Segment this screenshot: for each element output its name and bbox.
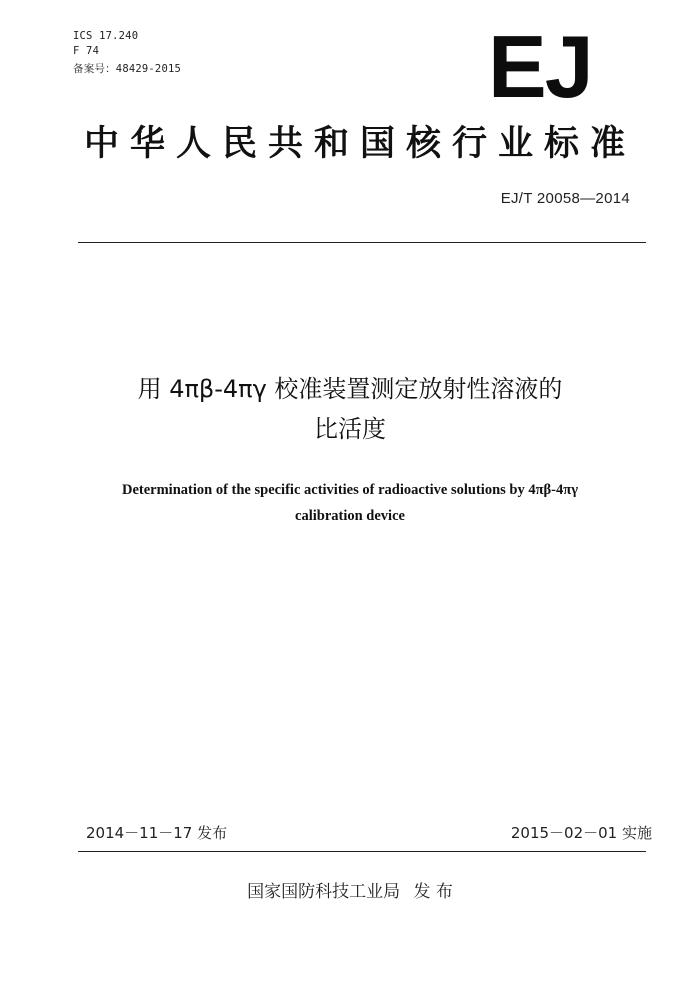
top-divider <box>78 242 646 243</box>
english-title-line-2: calibration device <box>295 508 405 524</box>
implementation-date: 2015－02－01 实施 <box>510 824 652 842</box>
standard-number: EJ/T 20058—2014 <box>500 190 630 207</box>
chinese-title-line-2: 比活度 <box>314 415 386 443</box>
bottom-divider <box>78 851 646 852</box>
chinese-title-line-1: 用 4πβ-4πγ 校准装置测定放射性溶液的 <box>137 375 563 403</box>
english-title <box>40 477 660 529</box>
publisher-name: 国家国防科技工业局 <box>247 882 401 902</box>
issue-date: 2014－11－17 发布 <box>86 824 228 842</box>
national-standard-title: 中华人民共和国核行业标准 <box>83 124 636 164</box>
publisher-action: 发 布 <box>413 882 453 902</box>
ej-logo: EJ <box>488 17 592 116</box>
publisher <box>0 877 700 902</box>
registration-number: 备案号：48429-2015 <box>73 63 182 75</box>
english-title-line-1: Determination of the specific activities of radioactive solutions by 4πβ-4πγ <box>122 482 578 498</box>
chinese-title <box>60 369 640 449</box>
classification-code: F 74 <box>73 45 100 57</box>
ics-code: ICS 17.240 <box>73 30 139 42</box>
